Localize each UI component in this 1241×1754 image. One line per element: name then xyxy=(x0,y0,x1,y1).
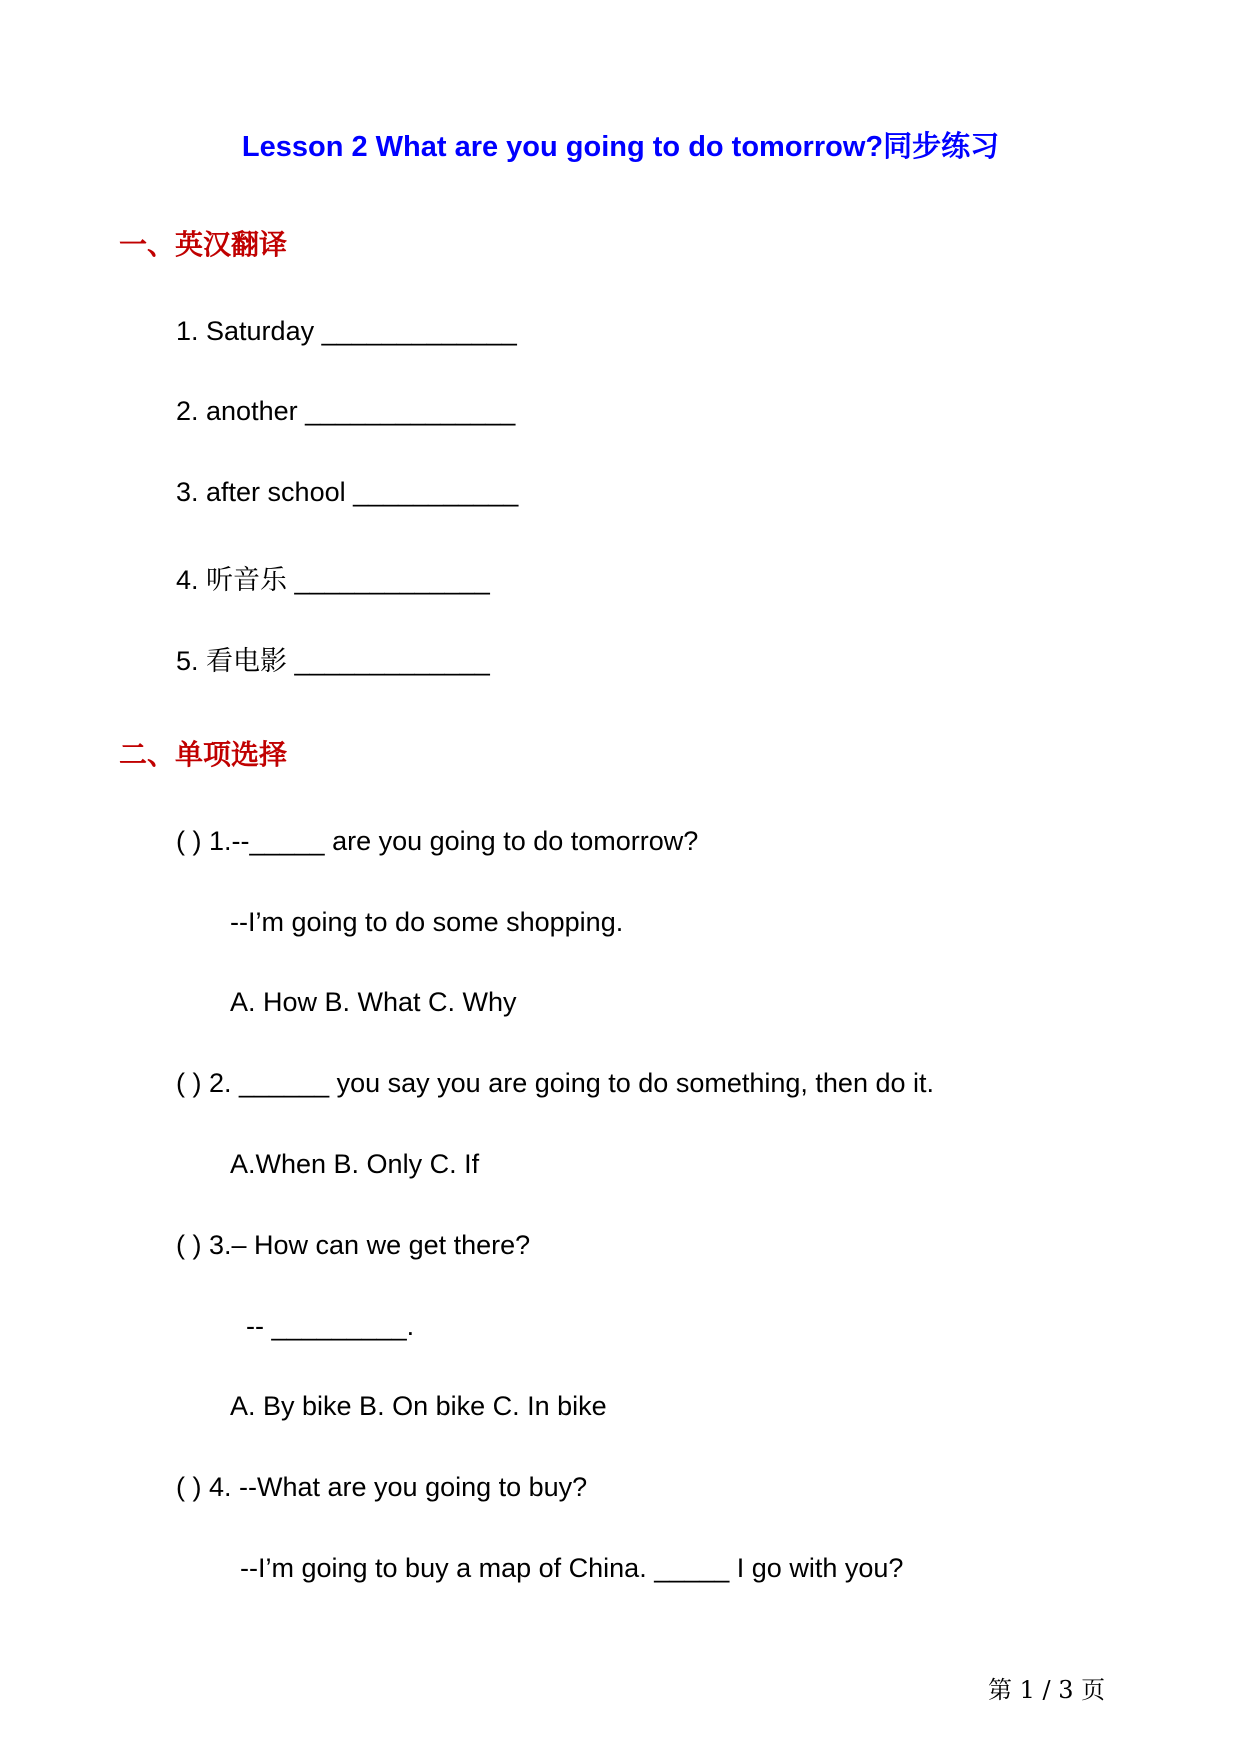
question-4-prompt: ( ) 4. --What are you going to buy? xyxy=(176,1472,588,1502)
translation-item-2: 2. another ______________ xyxy=(176,396,516,426)
section-heading-choice: 二、单项选择 xyxy=(119,738,288,771)
question-3-options: A. By bike B. On bike C. In bike xyxy=(230,1391,607,1421)
question-4-response: --I’m going to buy a map of China. _____ I go with you? xyxy=(240,1553,904,1583)
question-2-options: A.When B. Only C. If xyxy=(230,1149,480,1179)
question-3-response: -- _________. xyxy=(246,1311,415,1341)
question-1-prompt: ( ) 1.--_____ are you going to do tomorrow? xyxy=(176,826,699,856)
question-2-prompt: ( ) 2. ______ you say you are going to do something, then do it. xyxy=(176,1068,934,1098)
translation-item-5: 5. 看电影 _____________ xyxy=(176,646,490,676)
question-1-response: --I’m going to do some shopping. xyxy=(230,907,624,937)
page-title: Lesson 2 What are you going to do tomorrow?同步练习 xyxy=(241,131,1000,163)
question-1-options: A. How B. What C. Why xyxy=(230,987,517,1017)
section-heading-translation: 一、英汉翻译 xyxy=(119,228,288,261)
translation-item-1: 1. Saturday _____________ xyxy=(176,316,517,346)
translation-item-4: 4. 听音乐 _____________ xyxy=(176,565,490,595)
page-number: 第 1 / 3 页 xyxy=(988,1676,1106,1704)
translation-item-3: 3. after school ___________ xyxy=(176,477,519,507)
question-3-prompt: ( ) 3.– How can we get there? xyxy=(176,1230,531,1260)
